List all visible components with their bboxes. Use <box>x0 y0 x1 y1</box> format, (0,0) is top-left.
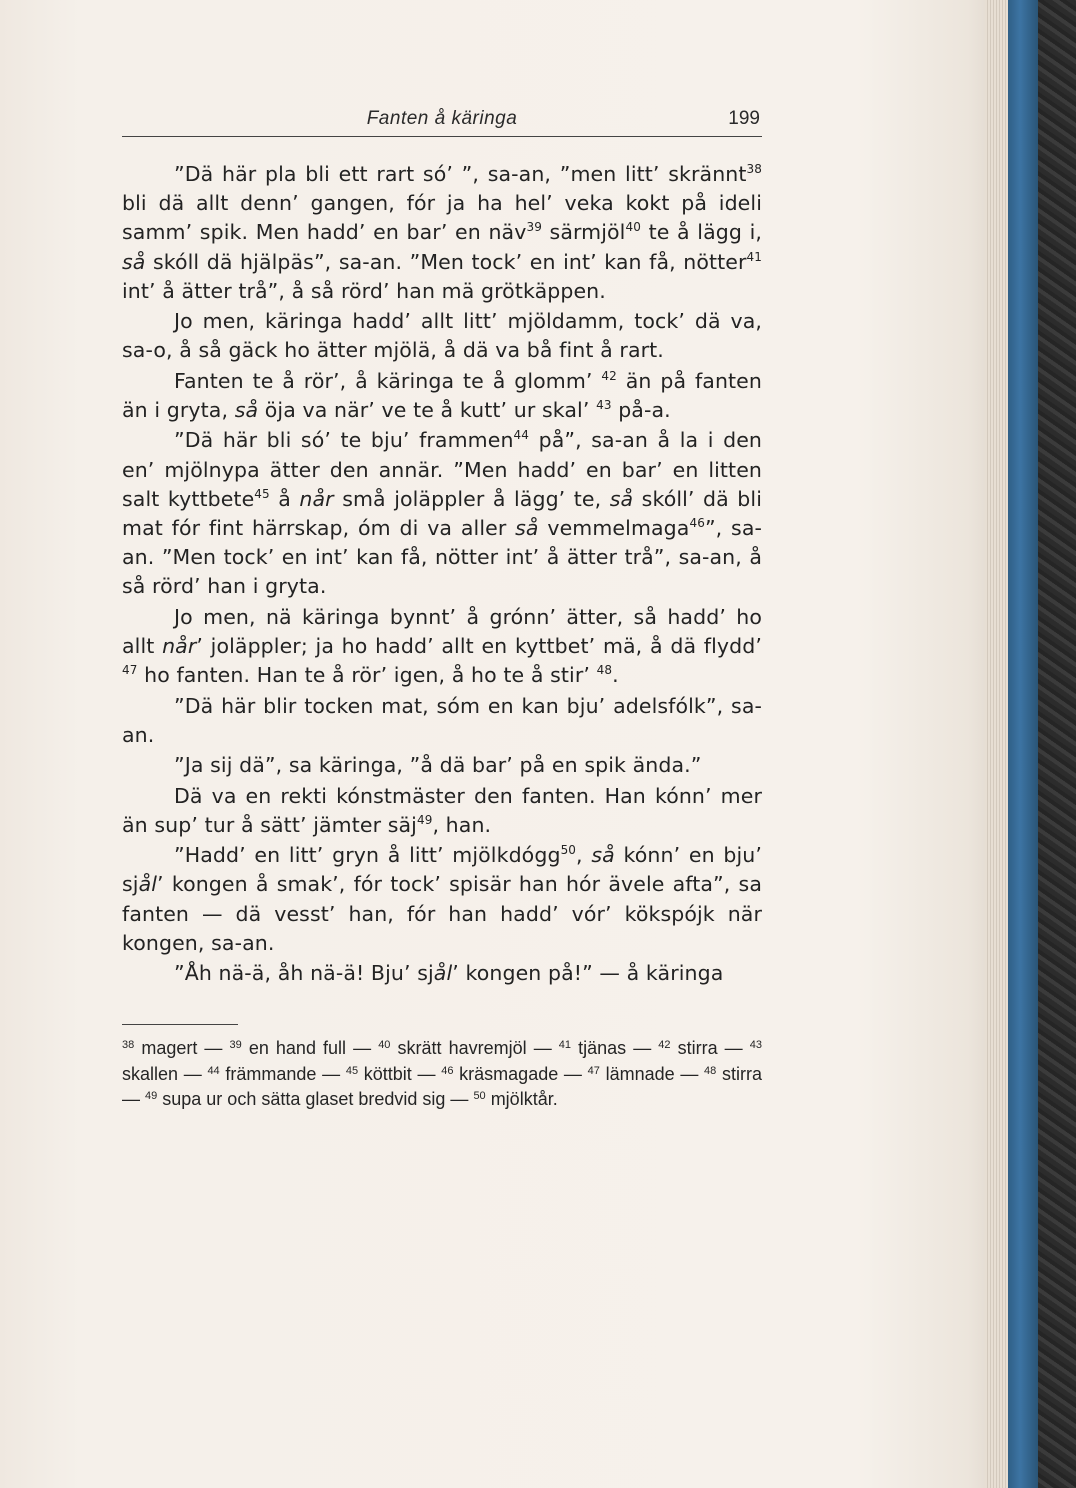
text-run: öja va när’ ve te å kutt’ ur skal’ <box>258 398 597 422</box>
text-run: särmjöl <box>541 220 626 245</box>
footnote-ref: 50 <box>560 843 577 858</box>
footnote-ref: 42 <box>601 368 617 383</box>
text-run: än på fanten än i gryta, <box>122 368 762 422</box>
footnote-text: skallen — <box>122 1063 208 1084</box>
paragraph-4 <box>122 426 762 601</box>
italic-run: så <box>234 398 259 422</box>
paragraph-8 <box>122 782 762 840</box>
text-run: int’ å ätter trå”, å så rörd’ han mä grötkäppen. <box>122 278 606 303</box>
italic-run: når <box>299 486 334 511</box>
text-run: ’ kongen på!” — å käringa <box>452 961 724 986</box>
paragraph-3 <box>122 367 762 425</box>
page-edges <box>985 0 1008 1488</box>
footnote-number: 45 <box>345 1064 359 1077</box>
background-surface <box>1038 0 1076 1488</box>
running-title: Fanten å käringa <box>366 108 518 129</box>
footnote-ref: 41 <box>746 249 762 264</box>
footnote-text: stirra — <box>670 1038 750 1058</box>
footnote-number: 41 <box>558 1039 572 1051</box>
italic-run: så <box>515 516 539 540</box>
footnote-text: magert — <box>134 1038 230 1058</box>
footnote-ref: 45 <box>254 486 270 501</box>
footnote-text: supa ur och sätta glaset bredvid sig — <box>157 1089 474 1109</box>
footnote-ref: 38 <box>746 162 762 176</box>
text-run: te å lägg i, <box>640 220 762 245</box>
footnote-number: 39 <box>229 1039 242 1051</box>
paragraph-10 <box>122 959 762 988</box>
footnote-text: köttbit — <box>358 1063 442 1084</box>
footnote <box>473 1089 557 1109</box>
footnote-number: 40 <box>378 1039 391 1051</box>
footnote-text: lämnade — <box>599 1063 705 1084</box>
footnote-number: 49 <box>145 1090 158 1102</box>
footnote-number: 43 <box>749 1039 762 1051</box>
page-number: 199 <box>728 108 760 129</box>
italic-run: så <box>609 486 634 511</box>
italic-run: ål <box>433 961 453 986</box>
text-run: Jo men, nä käringa bynnt’ å grónn’ ätter, så hadd’ ho allt <box>122 604 762 658</box>
footnote-text: tjänas — <box>571 1038 659 1058</box>
footnote-rule <box>122 1024 238 1025</box>
text-run: skóll dä hjälpäs”, sa-an. ”Men tock’ en int’ kan få, nötter <box>145 249 747 274</box>
paragraph-5 <box>122 603 762 691</box>
italic-run: så <box>591 843 615 868</box>
footnote-text: stirra — <box>122 1063 762 1109</box>
footnote-text: främmande — <box>219 1063 346 1084</box>
text-run: ”Hadd’ en litt’ gryn å litt’ mjölkdógg <box>174 843 561 868</box>
text-run: , <box>576 843 592 868</box>
text-run: ”Dä här pla bli ett rart só’ ”, sa-an, ”men litt’ skrännt <box>174 162 747 186</box>
footnote-ref: 49 <box>416 812 433 827</box>
text-run: vemmelmaga <box>538 516 690 540</box>
footnote-text: kräsmagade — <box>453 1063 588 1084</box>
text-run: , han. <box>432 812 492 837</box>
text-run: ”, sa-an. ”Men tock’ en int’ kan få, nötter int’ å ätter trå”, sa-an, å så rörd’ han i gryta. <box>122 516 762 599</box>
footnotes <box>122 1036 762 1113</box>
footnote-ref: 40 <box>625 220 641 235</box>
text-run: ”Åh nä-ä, åh nä-ä! Bju’ sj <box>174 961 434 986</box>
text-run: å <box>269 486 300 511</box>
footnote-ref: 43 <box>596 398 612 412</box>
italic-run: når <box>162 634 197 658</box>
footnote-number: 50 <box>473 1090 486 1102</box>
book-binding <box>1008 0 1038 1488</box>
footnote-number: 44 <box>207 1064 220 1077</box>
footnote <box>559 1038 659 1058</box>
footnote-ref: 48 <box>596 663 613 678</box>
footnote <box>122 1038 230 1058</box>
footnote-text: mjölktår. <box>485 1089 558 1109</box>
footnote-ref: 44 <box>513 428 530 443</box>
footnote-number: 46 <box>441 1064 454 1077</box>
text-run: ”Dä här bli só’ te bju’ frammen <box>174 428 514 453</box>
text-run: kónn’ en bju’ sj <box>122 843 762 897</box>
footnote-number: 47 <box>587 1064 600 1077</box>
text-run: Dä va en rekti kónstmäster den fanten. Han kónn’ mer än sup’ tur å sätt’ jämter säj <box>122 783 762 837</box>
text-run: ’ kongen å smak’, fór tock’ spisär han hór ävele afta”, sa fanten — dä vesst’ han, fór han hadd’ vór’ kökspójk när kongen, sa-an. <box>122 872 762 955</box>
footnote <box>207 1064 345 1084</box>
footnote-number: 42 <box>658 1039 671 1051</box>
footnote <box>346 1064 441 1084</box>
text-run: ho fanten. Han te å rör’ igen, å ho te å stir’ <box>137 663 597 688</box>
paragraph-9 <box>122 841 762 958</box>
page-header <box>122 108 762 137</box>
paragraph-7: ”Ja sij dä”, sa käringa, ”å dä bar’ på en spik ända.” <box>174 753 702 778</box>
paragraph-6: ”Dä här blir tocken mat, sóm en kan bju’ adelsfólk”, sa-an. <box>122 693 762 747</box>
text-run: på”, sa-an å la i den en’ mjölnypa ätter den annär. ”Men hadd’ en bar’ en litten salt kyttbete <box>122 428 762 511</box>
text-run: Fanten te å rör’, å käringa te å glomm’ <box>174 368 602 393</box>
footnote-text: en hand full — <box>241 1038 379 1058</box>
paragraph-2: Jo men, käringa hadd’ allt litt’ mjöldamm, tock’ dä va, sa-o, å så gäck ho ätter mjölä, å dä va bå fint å rart. <box>122 309 762 363</box>
text-run: små joläppler å lägg’ te, <box>333 486 610 511</box>
footnote-ref: 47 <box>122 663 138 678</box>
footnote-number: 48 <box>704 1064 717 1077</box>
italic-run: ål <box>138 872 158 897</box>
footnote <box>588 1064 704 1084</box>
body-text <box>122 160 762 990</box>
footnote <box>658 1038 749 1058</box>
paragraph-1 <box>122 160 762 306</box>
footnote <box>378 1038 559 1058</box>
text-run: bli dä allt denn’ gangen, fór ja ha hel’ veka kokt på ideli samm’ spik. Men hadd’ en bar’ en näv <box>122 191 762 245</box>
text-run: ’ joläppler; ja ho hadd’ allt en kyttbet’ mä, å dä flydd’ <box>196 634 762 658</box>
footnote <box>145 1089 473 1109</box>
italic-run: så <box>122 249 146 274</box>
footnote <box>230 1038 379 1058</box>
footnote-text: skrätt havremjöl — <box>390 1038 559 1058</box>
footnote-ref: 46 <box>689 516 705 530</box>
text-run: skóll’ dä bli mat fór fint härrskap, óm di va aller <box>122 486 762 540</box>
text-run: . <box>612 663 619 688</box>
footnote-number: 38 <box>122 1039 135 1051</box>
footnote-ref: 39 <box>526 220 542 235</box>
text-run: på-a. <box>611 398 671 422</box>
footnote <box>441 1064 587 1084</box>
